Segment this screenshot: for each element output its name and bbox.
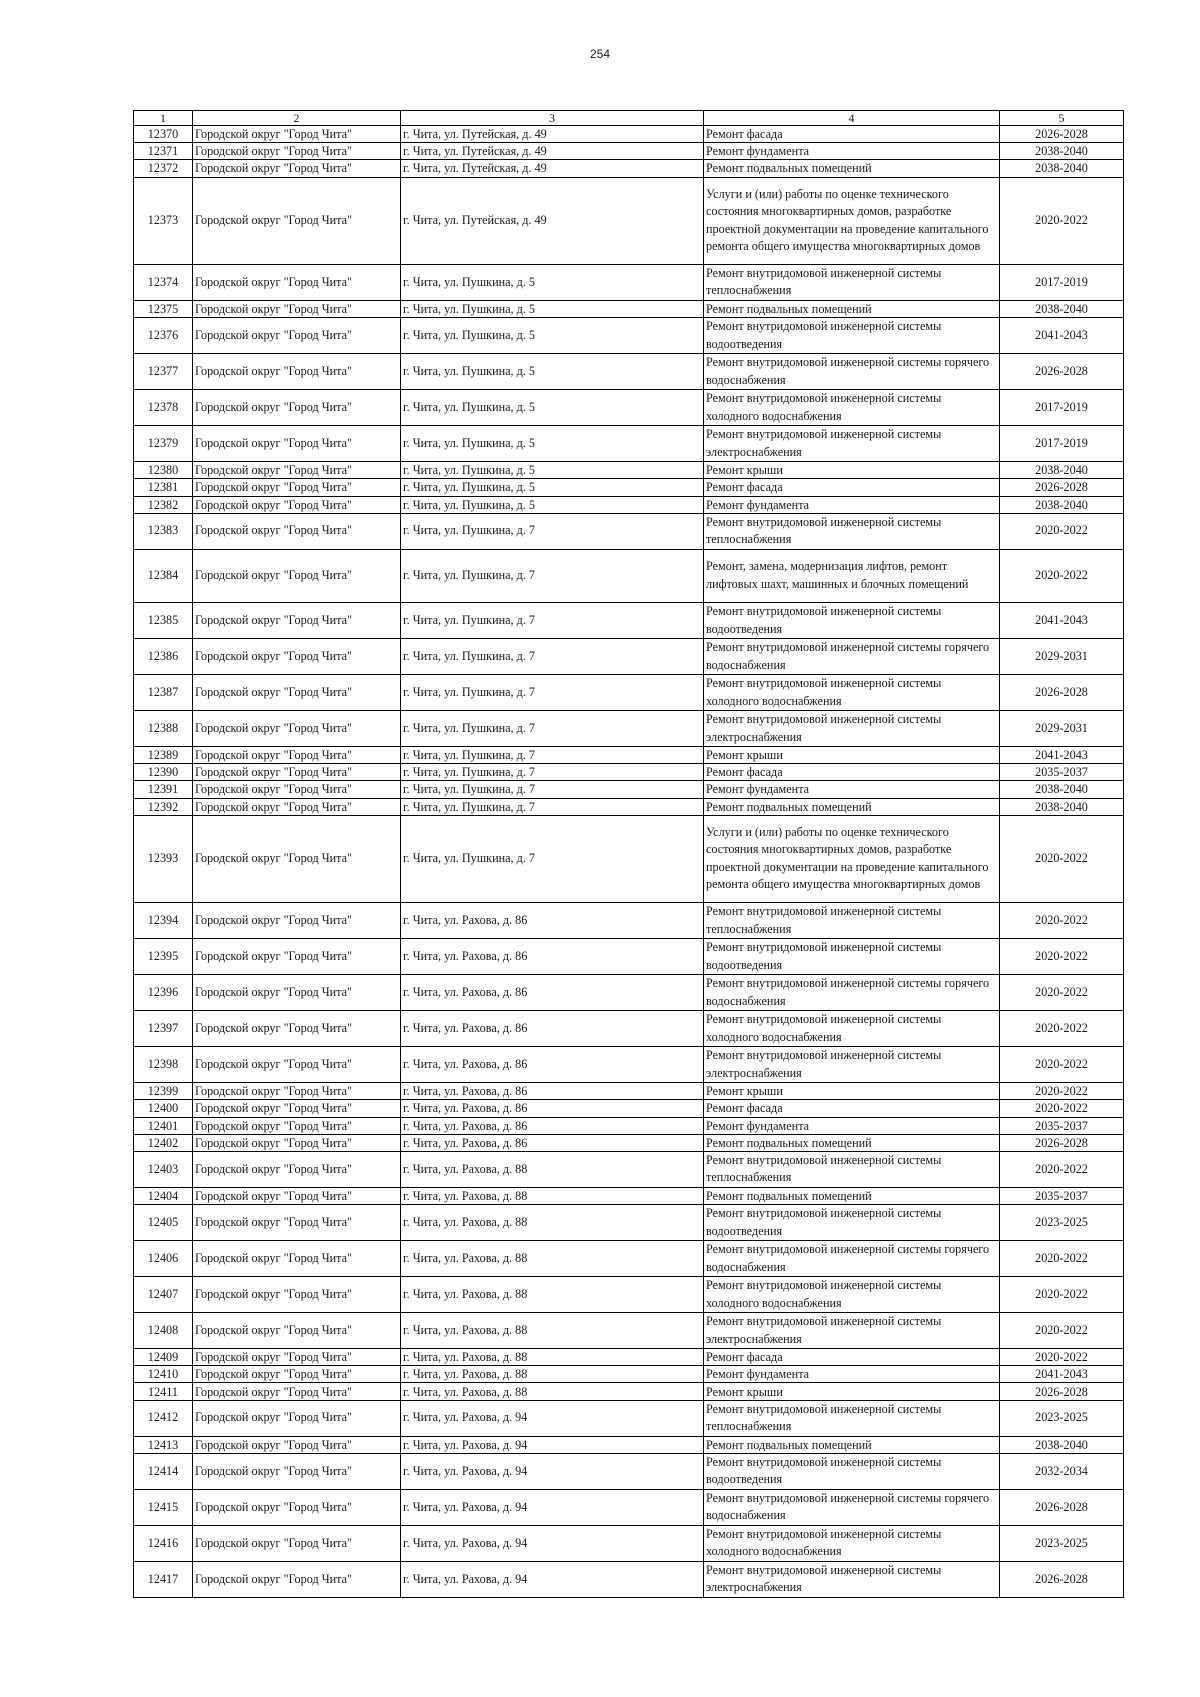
period-cell: 2029-2031 (1000, 639, 1124, 675)
table-row (134, 1134, 1124, 1151)
row-number: 12385 (134, 603, 193, 639)
header-cell-3: 3 (401, 111, 704, 126)
row-number: 12417 (134, 1561, 193, 1597)
period-cell: 2026-2028 (1000, 1489, 1124, 1525)
district-cell: Городской округ "Город Чита" (193, 1366, 401, 1383)
address-cell: г. Чита, ул. Рахова, д. 86 (401, 1134, 704, 1151)
row-number: 12383 (134, 513, 193, 549)
header-cell-4: 4 (704, 111, 1000, 126)
row-number: 12388 (134, 711, 193, 747)
address-cell: г. Чита, ул. Пушкина, д. 5 (401, 426, 704, 462)
work-type-cell: Ремонт внутридомовой инженерной системы водоотведения (704, 939, 1000, 975)
address-cell: г. Чита, ул. Рахова, д. 94 (401, 1561, 704, 1597)
work-type-cell: Ремонт фундамента (704, 143, 1000, 160)
address-cell: г. Чита, ул. Пушкина, д. 7 (401, 781, 704, 798)
row-number: 12372 (134, 160, 193, 177)
row-number: 12387 (134, 675, 193, 711)
district-cell: Городской округ "Город Чита" (193, 426, 401, 462)
table-row (134, 160, 1124, 177)
address-cell: г. Чита, ул. Рахова, д. 86 (401, 1047, 704, 1083)
row-number: 12411 (134, 1383, 193, 1400)
table-row (134, 1047, 1124, 1083)
work-type-cell: Ремонт внутридомовой инженерной системы холодного водоснабжения (704, 1277, 1000, 1313)
period-cell: 2020-2022 (1000, 903, 1124, 939)
period-cell: 2026-2028 (1000, 1134, 1124, 1151)
table-row (134, 1436, 1124, 1453)
row-number: 12400 (134, 1100, 193, 1117)
row-number: 12394 (134, 903, 193, 939)
row-number: 12407 (134, 1277, 193, 1313)
address-cell: г. Чита, ул. Рахова, д. 86 (401, 1083, 704, 1100)
district-cell: Городской округ "Город Чита" (193, 1561, 401, 1597)
work-type-cell: Услуги и (или) работы по оценке технического состояния многоквартирных домов, разработке проектной документации на проведение капитального ремонта общего имущества многоквартирных домов (704, 815, 1000, 902)
address-cell: г. Чита, ул. Рахова, д. 94 (401, 1525, 704, 1561)
work-type-cell: Ремонт фасада (704, 1349, 1000, 1366)
table-row (134, 318, 1124, 354)
work-type-cell: Ремонт крыши (704, 1083, 1000, 1100)
work-type-cell: Ремонт внутридомовой инженерной системы холодного водоснабжения (704, 675, 1000, 711)
table-row (134, 1083, 1124, 1100)
row-number: 12375 (134, 300, 193, 317)
work-type-cell: Ремонт внутридомовой инженерной системы теплоснабжения (704, 513, 1000, 549)
page-number: 254 (589, 47, 611, 61)
work-type-cell: Ремонт крыши (704, 1383, 1000, 1400)
row-number: 12378 (134, 390, 193, 426)
row-number: 12410 (134, 1366, 193, 1383)
district-cell: Городской округ "Город Чита" (193, 1241, 401, 1277)
row-number: 12402 (134, 1134, 193, 1151)
period-cell: 2026-2028 (1000, 1561, 1124, 1597)
table-row (134, 1187, 1124, 1204)
work-type-cell: Ремонт внутридомовой инженерной системы теплоснабжения (704, 1151, 1000, 1187)
address-cell: г. Чита, ул. Рахова, д. 88 (401, 1205, 704, 1241)
row-number: 12397 (134, 1011, 193, 1047)
table-row (134, 1400, 1124, 1436)
table-row (134, 496, 1124, 513)
address-cell: г. Чита, ул. Пушкина, д. 7 (401, 764, 704, 781)
address-cell: г. Чита, ул. Пушкина, д. 5 (401, 300, 704, 317)
row-number: 12413 (134, 1436, 193, 1453)
district-cell: Городской округ "Город Чита" (193, 975, 401, 1011)
table-row (134, 1100, 1124, 1117)
row-number: 12392 (134, 798, 193, 815)
table-row (134, 798, 1124, 815)
address-cell: г. Чита, ул. Рахова, д. 94 (401, 1453, 704, 1489)
work-type-cell: Ремонт внутридомовой инженерной системы горячего водоснабжения (704, 1241, 1000, 1277)
period-cell: 2026-2028 (1000, 479, 1124, 496)
table-row (134, 1277, 1124, 1313)
period-cell: 2038-2040 (1000, 1436, 1124, 1453)
address-cell: г. Чита, ул. Пушкина, д. 5 (401, 462, 704, 479)
table-row (134, 1151, 1124, 1187)
table-row (134, 549, 1124, 602)
work-type-cell: Услуги и (или) работы по оценке технического состояния многоквартирных домов, разработке проектной документации на проведение капитального ремонта общего имущества многоквартирных домов (704, 177, 1000, 264)
row-number: 12409 (134, 1349, 193, 1366)
period-cell: 2026-2028 (1000, 675, 1124, 711)
table-row (134, 264, 1124, 300)
period-cell: 2020-2022 (1000, 513, 1124, 549)
row-number: 12380 (134, 462, 193, 479)
table-row (134, 675, 1124, 711)
district-cell: Городской округ "Город Чита" (193, 764, 401, 781)
district-cell: Городской округ "Город Чита" (193, 639, 401, 675)
address-cell: г. Чита, ул. Рахова, д. 94 (401, 1400, 704, 1436)
period-cell: 2020-2022 (1000, 1047, 1124, 1083)
work-type-cell: Ремонт фундамента (704, 496, 1000, 513)
table-row (134, 1489, 1124, 1525)
period-cell: 2020-2022 (1000, 1241, 1124, 1277)
district-cell: Городской округ "Город Чита" (193, 711, 401, 747)
address-cell: г. Чита, ул. Рахова, д. 88 (401, 1151, 704, 1187)
row-number: 12396 (134, 975, 193, 1011)
period-cell: 2020-2022 (1000, 1151, 1124, 1187)
district-cell: Городской округ "Город Чита" (193, 1047, 401, 1083)
address-cell: г. Чита, ул. Рахова, д. 86 (401, 939, 704, 975)
address-cell: г. Чита, ул. Пушкина, д. 5 (401, 354, 704, 390)
work-type-cell: Ремонт внутридомовой инженерной системы электроснабжения (704, 1047, 1000, 1083)
period-cell: 2035-2037 (1000, 1187, 1124, 1204)
period-cell: 2020-2022 (1000, 1349, 1124, 1366)
district-cell: Городской округ "Город Чита" (193, 1117, 401, 1134)
district-cell: Городской округ "Город Чита" (193, 549, 401, 602)
period-cell: 2032-2034 (1000, 1453, 1124, 1489)
address-cell: г. Чита, ул. Рахова, д. 86 (401, 975, 704, 1011)
address-cell: г. Чита, ул. Рахова, д. 86 (401, 1011, 704, 1047)
address-cell: г. Чита, ул. Рахова, д. 88 (401, 1366, 704, 1383)
address-cell: г. Чита, ул. Пушкина, д. 7 (401, 639, 704, 675)
district-cell: Городской округ "Город Чита" (193, 143, 401, 160)
table-row (134, 1011, 1124, 1047)
row-number: 12376 (134, 318, 193, 354)
table-body (134, 126, 1124, 1598)
period-cell: 2041-2043 (1000, 603, 1124, 639)
table-row (134, 513, 1124, 549)
period-cell: 2017-2019 (1000, 390, 1124, 426)
header-cell-2: 2 (193, 111, 401, 126)
row-number: 12408 (134, 1313, 193, 1349)
row-number: 12405 (134, 1205, 193, 1241)
table-row (134, 939, 1124, 975)
table-row (134, 1117, 1124, 1134)
address-cell: г. Чита, ул. Путейская, д. 49 (401, 126, 704, 143)
work-type-cell: Ремонт внутридомовой инженерной системы горячего водоснабжения (704, 639, 1000, 675)
address-cell: г. Чита, ул. Рахова, д. 86 (401, 1117, 704, 1134)
table-row (134, 1313, 1124, 1349)
district-cell: Городской округ "Город Чита" (193, 1349, 401, 1366)
address-cell: г. Чита, ул. Рахова, д. 86 (401, 1100, 704, 1117)
district-cell: Городской округ "Город Чита" (193, 1436, 401, 1453)
table-row (134, 1241, 1124, 1277)
district-cell: Городской округ "Город Чита" (193, 1277, 401, 1313)
period-cell: 2023-2025 (1000, 1525, 1124, 1561)
address-cell: г. Чита, ул. Путейская, д. 49 (401, 143, 704, 160)
district-cell: Городской округ "Город Чита" (193, 177, 401, 264)
row-number: 12389 (134, 747, 193, 764)
table-row (134, 747, 1124, 764)
works-table (133, 110, 1124, 1598)
header-cell-5: 5 (1000, 111, 1124, 126)
period-cell: 2038-2040 (1000, 160, 1124, 177)
district-cell: Городской округ "Город Чита" (193, 903, 401, 939)
period-cell: 2038-2040 (1000, 462, 1124, 479)
row-number: 12412 (134, 1400, 193, 1436)
table-row (134, 815, 1124, 902)
district-cell: Городской округ "Город Чита" (193, 496, 401, 513)
district-cell: Городской округ "Город Чита" (193, 300, 401, 317)
address-cell: г. Чита, ул. Рахова, д. 94 (401, 1436, 704, 1453)
address-cell: г. Чита, ул. Рахова, д. 94 (401, 1489, 704, 1525)
period-cell: 2041-2043 (1000, 318, 1124, 354)
address-cell: г. Чита, ул. Пушкина, д. 7 (401, 747, 704, 764)
work-type-cell: Ремонт внутридомовой инженерной системы холодного водоснабжения (704, 390, 1000, 426)
district-cell: Городской округ "Город Чита" (193, 1383, 401, 1400)
row-number: 12391 (134, 781, 193, 798)
period-cell: 2041-2043 (1000, 1366, 1124, 1383)
district-cell: Городской округ "Город Чита" (193, 1187, 401, 1204)
address-cell: г. Чита, ул. Пушкина, д. 7 (401, 711, 704, 747)
table-row (134, 975, 1124, 1011)
period-cell: 2020-2022 (1000, 815, 1124, 902)
period-cell: 2041-2043 (1000, 747, 1124, 764)
table-row (134, 300, 1124, 317)
header-row (134, 111, 1124, 126)
district-cell: Городской округ "Город Чита" (193, 318, 401, 354)
table-row (134, 711, 1124, 747)
work-type-cell: Ремонт фундамента (704, 1117, 1000, 1134)
row-number: 12374 (134, 264, 193, 300)
table-row (134, 1525, 1124, 1561)
district-cell: Городской округ "Город Чита" (193, 781, 401, 798)
work-type-cell: Ремонт внутридомовой инженерной системы горячего водоснабжения (704, 1489, 1000, 1525)
row-number: 12395 (134, 939, 193, 975)
district-cell: Городской округ "Город Чита" (193, 1100, 401, 1117)
period-cell: 2020-2022 (1000, 1100, 1124, 1117)
address-cell: г. Чита, ул. Пушкина, д. 5 (401, 479, 704, 496)
period-cell: 2020-2022 (1000, 177, 1124, 264)
period-cell: 2020-2022 (1000, 939, 1124, 975)
row-number: 12398 (134, 1047, 193, 1083)
row-number: 12370 (134, 126, 193, 143)
work-type-cell: Ремонт внутридомовой инженерной системы водоотведения (704, 1453, 1000, 1489)
row-number: 12384 (134, 549, 193, 602)
address-cell: г. Чита, ул. Путейская, д. 49 (401, 177, 704, 264)
address-cell: г. Чита, ул. Путейская, д. 49 (401, 160, 704, 177)
row-number: 12399 (134, 1083, 193, 1100)
district-cell: Городской округ "Город Чита" (193, 513, 401, 549)
work-type-cell: Ремонт фасада (704, 764, 1000, 781)
address-cell: г. Чита, ул. Пушкина, д. 5 (401, 496, 704, 513)
table-row (134, 177, 1124, 264)
address-cell: г. Чита, ул. Пушкина, д. 7 (401, 798, 704, 815)
period-cell: 2023-2025 (1000, 1205, 1124, 1241)
district-cell: Городской округ "Город Чита" (193, 1400, 401, 1436)
work-type-cell: Ремонт фасада (704, 126, 1000, 143)
row-number: 12403 (134, 1151, 193, 1187)
work-type-cell: Ремонт подвальных помещений (704, 160, 1000, 177)
work-type-cell: Ремонт фундамента (704, 1366, 1000, 1383)
work-type-cell: Ремонт внутридомовой инженерной системы электроснабжения (704, 426, 1000, 462)
district-cell: Городской округ "Город Чита" (193, 798, 401, 815)
district-cell: Городской округ "Город Чита" (193, 1489, 401, 1525)
table-row (134, 603, 1124, 639)
row-number: 12390 (134, 764, 193, 781)
period-cell: 2020-2022 (1000, 1011, 1124, 1047)
work-type-cell: Ремонт фасада (704, 1100, 1000, 1117)
row-number: 12371 (134, 143, 193, 160)
period-cell: 2026-2028 (1000, 1383, 1124, 1400)
period-cell: 2038-2040 (1000, 781, 1124, 798)
row-number: 12401 (134, 1117, 193, 1134)
row-number: 12406 (134, 1241, 193, 1277)
row-number: 12379 (134, 426, 193, 462)
period-cell: 2038-2040 (1000, 143, 1124, 160)
period-cell: 2020-2022 (1000, 1313, 1124, 1349)
work-type-cell: Ремонт крыши (704, 747, 1000, 764)
district-cell: Городской округ "Город Чита" (193, 1525, 401, 1561)
address-cell: г. Чита, ул. Рахова, д. 88 (401, 1187, 704, 1204)
work-type-cell: Ремонт внутридомовой инженерной системы водоотведения (704, 603, 1000, 639)
address-cell: г. Чита, ул. Пушкина, д. 5 (401, 264, 704, 300)
table-row (134, 781, 1124, 798)
address-cell: г. Чита, ул. Рахова, д. 88 (401, 1349, 704, 1366)
period-cell: 2017-2019 (1000, 426, 1124, 462)
period-cell: 2038-2040 (1000, 300, 1124, 317)
work-type-cell: Ремонт внутридомовой инженерной системы электроснабжения (704, 711, 1000, 747)
table-row (134, 1453, 1124, 1489)
table-row (134, 1205, 1124, 1241)
works-table-container (133, 110, 1124, 1598)
address-cell: г. Чита, ул. Рахова, д. 88 (401, 1313, 704, 1349)
row-number: 12393 (134, 815, 193, 902)
work-type-cell: Ремонт подвальных помещений (704, 1134, 1000, 1151)
period-cell: 2029-2031 (1000, 711, 1124, 747)
table-row (134, 639, 1124, 675)
work-type-cell: Ремонт внутридомовой инженерной системы водоотведения (704, 318, 1000, 354)
district-cell: Городской округ "Город Чита" (193, 354, 401, 390)
table-row (134, 1383, 1124, 1400)
period-cell: 2020-2022 (1000, 1083, 1124, 1100)
district-cell: Городской округ "Город Чита" (193, 1205, 401, 1241)
row-number: 12386 (134, 639, 193, 675)
period-cell: 2020-2022 (1000, 549, 1124, 602)
address-cell: г. Чита, ул. Пушкина, д. 7 (401, 603, 704, 639)
work-type-cell: Ремонт внутридомовой инженерной системы теплоснабжения (704, 264, 1000, 300)
address-cell: г. Чита, ул. Пушкина, д. 7 (401, 549, 704, 602)
period-cell: 2026-2028 (1000, 354, 1124, 390)
address-cell: г. Чита, ул. Рахова, д. 88 (401, 1241, 704, 1277)
table-row (134, 426, 1124, 462)
work-type-cell: Ремонт подвальных помещений (704, 1187, 1000, 1204)
work-type-cell: Ремонт фасада (704, 479, 1000, 496)
work-type-cell: Ремонт крыши (704, 462, 1000, 479)
address-cell: г. Чита, ул. Рахова, д. 86 (401, 903, 704, 939)
table-row (134, 903, 1124, 939)
row-number: 12414 (134, 1453, 193, 1489)
period-cell: 2017-2019 (1000, 264, 1124, 300)
table-row (134, 1561, 1124, 1597)
header-cell-1: 1 (134, 111, 193, 126)
address-cell: г. Чита, ул. Пушкина, д. 7 (401, 513, 704, 549)
period-cell: 2035-2037 (1000, 1117, 1124, 1134)
district-cell: Городской округ "Город Чита" (193, 1151, 401, 1187)
row-number: 12377 (134, 354, 193, 390)
district-cell: Городской округ "Город Чита" (193, 126, 401, 143)
district-cell: Городской округ "Город Чита" (193, 939, 401, 975)
work-type-cell: Ремонт внутридомовой инженерной системы теплоснабжения (704, 903, 1000, 939)
address-cell: г. Чита, ул. Пушкина, д. 7 (401, 815, 704, 902)
district-cell: Городской округ "Город Чита" (193, 160, 401, 177)
work-type-cell: Ремонт внутридомовой инженерной системы электроснабжения (704, 1313, 1000, 1349)
table-row (134, 390, 1124, 426)
district-cell: Городской округ "Город Чита" (193, 1134, 401, 1151)
work-type-cell: Ремонт внутридомовой инженерной системы теплоснабжения (704, 1400, 1000, 1436)
table-row (134, 764, 1124, 781)
work-type-cell: Ремонт, замена, модернизация лифтов, ремонт лифтовых шахт, машинных и блочных помещений (704, 549, 1000, 602)
district-cell: Городской округ "Город Чита" (193, 675, 401, 711)
work-type-cell: Ремонт подвальных помещений (704, 300, 1000, 317)
work-type-cell: Ремонт подвальных помещений (704, 798, 1000, 815)
table-row (134, 479, 1124, 496)
period-cell: 2038-2040 (1000, 496, 1124, 513)
row-number: 12416 (134, 1525, 193, 1561)
table-row (134, 1366, 1124, 1383)
district-cell: Городской округ "Город Чита" (193, 1313, 401, 1349)
district-cell: Городской округ "Город Чита" (193, 462, 401, 479)
district-cell: Городской округ "Город Чита" (193, 479, 401, 496)
work-type-cell: Ремонт фундамента (704, 781, 1000, 798)
period-cell: 2020-2022 (1000, 1277, 1124, 1313)
district-cell: Городской округ "Город Чита" (193, 815, 401, 902)
work-type-cell: Ремонт внутридомовой инженерной системы холодного водоснабжения (704, 1525, 1000, 1561)
row-number: 12373 (134, 177, 193, 264)
period-cell: 2035-2037 (1000, 764, 1124, 781)
table-row (134, 462, 1124, 479)
work-type-cell: Ремонт внутридомовой инженерной системы холодного водоснабжения (704, 1011, 1000, 1047)
period-cell: 2038-2040 (1000, 798, 1124, 815)
table-row (134, 1349, 1124, 1366)
district-cell: Городской округ "Город Чита" (193, 1011, 401, 1047)
address-cell: г. Чита, ул. Рахова, д. 88 (401, 1383, 704, 1400)
row-number: 12404 (134, 1187, 193, 1204)
address-cell: г. Чита, ул. Пушкина, д. 7 (401, 675, 704, 711)
table-row (134, 354, 1124, 390)
address-cell: г. Чита, ул. Пушкина, д. 5 (401, 390, 704, 426)
district-cell: Городской округ "Город Чита" (193, 264, 401, 300)
work-type-cell: Ремонт внутридомовой инженерной системы горячего водоснабжения (704, 354, 1000, 390)
work-type-cell: Ремонт внутридомовой инженерной системы электроснабжения (704, 1561, 1000, 1597)
work-type-cell: Ремонт внутридомовой инженерной системы водоотведения (704, 1205, 1000, 1241)
period-cell: 2020-2022 (1000, 975, 1124, 1011)
period-cell: 2026-2028 (1000, 126, 1124, 143)
work-type-cell: Ремонт внутридомовой инженерной системы горячего водоснабжения (704, 975, 1000, 1011)
address-cell: г. Чита, ул. Рахова, д. 88 (401, 1277, 704, 1313)
district-cell: Городской округ "Город Чита" (193, 390, 401, 426)
row-number: 12382 (134, 496, 193, 513)
district-cell: Городской округ "Город Чита" (193, 603, 401, 639)
table-row (134, 126, 1124, 143)
address-cell: г. Чита, ул. Пушкина, д. 5 (401, 318, 704, 354)
district-cell: Городской округ "Город Чита" (193, 1453, 401, 1489)
period-cell: 2023-2025 (1000, 1400, 1124, 1436)
row-number: 12415 (134, 1489, 193, 1525)
table-row (134, 143, 1124, 160)
work-type-cell: Ремонт подвальных помещений (704, 1436, 1000, 1453)
district-cell: Городской округ "Город Чита" (193, 747, 401, 764)
row-number: 12381 (134, 479, 193, 496)
district-cell: Городской округ "Город Чита" (193, 1083, 401, 1100)
